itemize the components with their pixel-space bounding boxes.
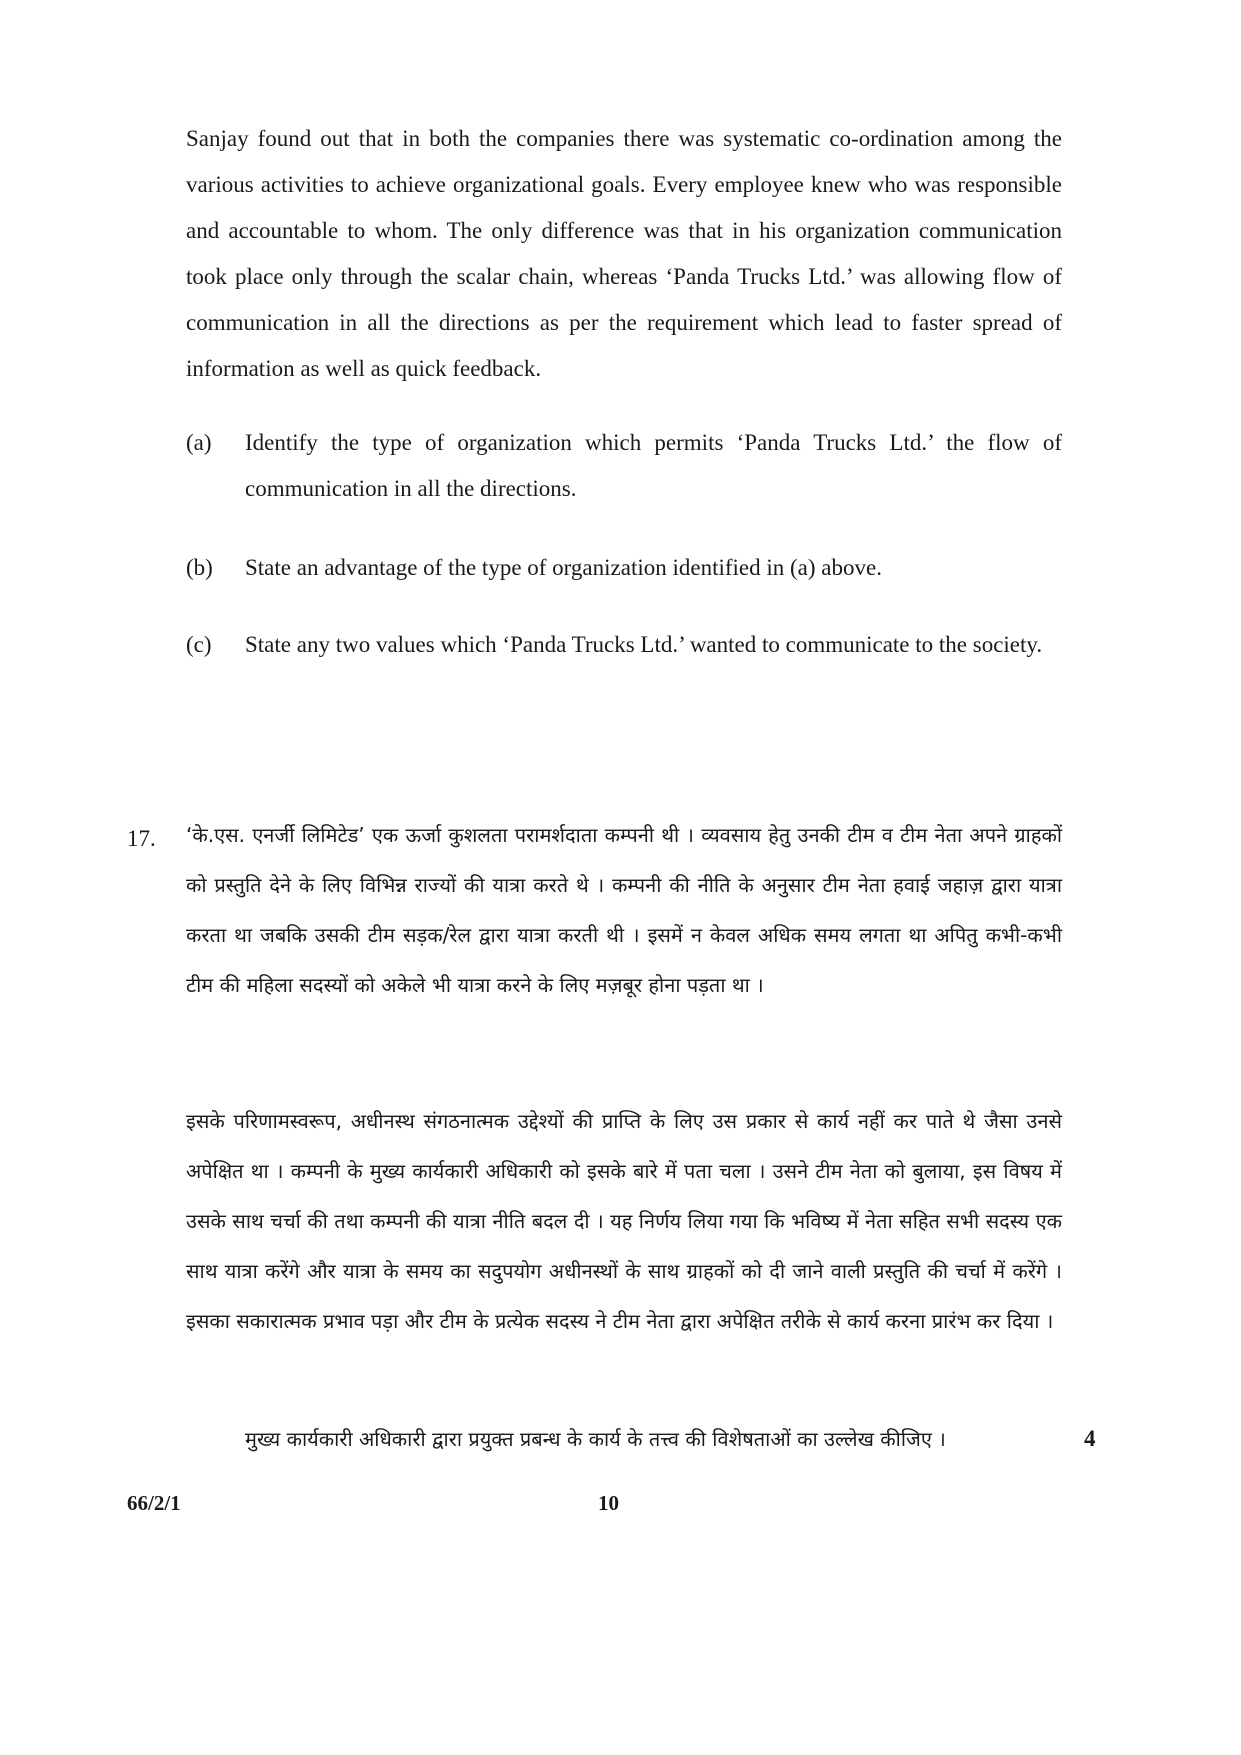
paper-code: 66/2/1 [127, 1491, 181, 1515]
sub-question-text: State an advantage of the type of organization identified in (a) above. [245, 555, 882, 580]
page-number: 10 [598, 1491, 619, 1515]
question-17-prompt: मुख्य कार्यकारी अधिकारी द्वारा प्रयुक्त प्रबन्ध के कार्य के तत्त्व की विशेषताओं का उल्लेख कीजिए । [245, 1427, 946, 1451]
sub-question-label: (c) [186, 632, 212, 657]
sub-question-text: State any two values which ‘Panda Trucks Ltd.’ wanted to communicate to the society. [245, 632, 1043, 657]
sub-question-label: (a) [186, 430, 212, 455]
question-17-paragraph-1: ‘के.एस. एनर्जी लिमिटेड’ एक ऊर्जा कुशलता परामर्शदाता कम्पनी थी । व्यवसाय हेतु उनकी टीम व टीम नेता अपने ग्राहकों को प्रस्तुति देने के लिए विभिन्न राज्यों की यात्रा करते थे । कम्पनी की नीति के अनुसार टीम नेता हवाई जहाज़ द्वारा यात्रा करता था जबकि उसकी टीम सड़क/रेल द्वारा यात्रा करती थी । इसमें न केवल अधिक समय लगता था अपितु कभी-कभी टीम की महिला सदस्यों को अकेले भी यात्रा करने के लिए मज़बूर होना पड़ता था । [186, 823, 1062, 997]
sub-question-label: (b) [186, 555, 213, 580]
case-intro-paragraph: Sanjay found out that in both the companies there was systematic co-ordination among the various activities to achieve organizational goals. Every employee knew who was responsible and accountable to whom. The only difference was that in his organization communication took place only through the scalar chain, whereas ‘Panda Trucks Ltd.’ was allowing flow of communication in all the directions as per the requirement which lead to faster spread of information as well as quick feedback. [186, 126, 1062, 381]
question-17-paragraph-2: इसके परिणामस्वरूप, अधीनस्थ संगठनात्मक उद्देश्यों की प्राप्ति के लिए उस प्रकार से कार्य नहीं कर पाते थे जैसा उनसे अपेक्षित था । कम्पनी के मुख्य कार्यकारी अधिकारी को इसके बारे में पता चला । उसने टीम नेता को बुलाया, इस विषय में उसके साथ चर्चा की तथा कम्पनी की यात्रा नीति बदल दी । यह निर्णय लिया गया कि भविष्य में नेता सहित सभी सदस्य एक साथ यात्रा करेंगे और यात्रा के समय का सदुपयोग अधीनस्थों के साथ ग्राहकों को दी जाने वाली प्रस्तुति की चर्चा में करेंगे । इसका सकारात्मक प्रभाव पड़ा और टीम के प्रत्येक सदस्य ने टीम नेता द्वारा अपेक्षित तरीके से कार्य करना प्रारंभ कर दिया । [186, 1109, 1062, 1333]
question-marks: 4 [1084, 1426, 1096, 1451]
sub-question-a [186, 420, 1062, 512]
sub-question-c [186, 622, 1062, 668]
sub-question-text: Identify the type of organization which permits ‘Panda Trucks Ltd.’ the flow of communication in all the directions. [245, 430, 1062, 501]
sub-question-b [186, 545, 1062, 591]
question-number: 17. [127, 826, 156, 851]
